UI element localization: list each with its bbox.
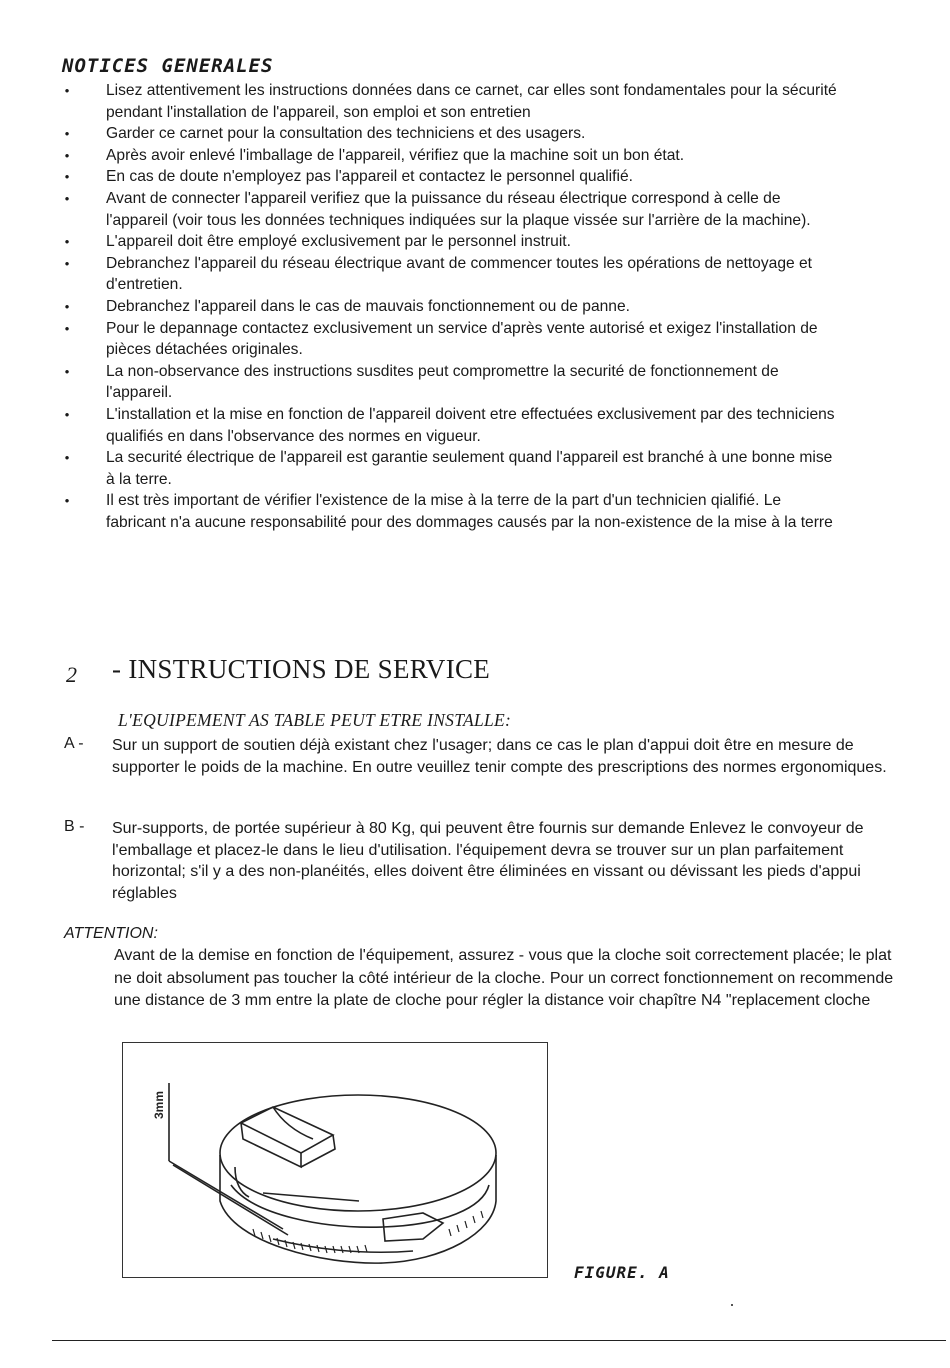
bullet-icon: • (64, 450, 70, 466)
attention-label: ATTENTION: (64, 925, 158, 942)
list-item (62, 166, 842, 188)
list-item (62, 145, 842, 167)
list-item-text: L'appareil doit être employé exclusivement par le personnel instruit. (106, 233, 571, 251)
list-item-text: Après avoir enlevé l'imballage de l'appareil, vérifiez que la machine soit un bon état. (106, 146, 685, 164)
list-item-text: Pour le depannage contactez exclusivement un service d'après vente autorisé et exigez l'installation de pièces détachées originales. (106, 319, 818, 359)
list-item-text: Lisez attentivement les instructions données dans ce carnet, car elles sont fondamentales pour la sécurité pendant l'installation de l'appareil, son emploi et son entretien (106, 82, 837, 121)
figure-caption: FIGURE. A (574, 1263, 670, 1282)
section-subheading: L'EQUIPEMENT AS TABLE PEUT ETRE INSTALLE: (118, 710, 512, 730)
speck (731, 1304, 733, 1306)
list-item-text: Avant de connecter l'appareil verifiez que la puissance du réseau électrique correspond à celle de l'appareil (voir tous les données techniques indiquées sur la plaque vissée sur l'arrière de la machine). (106, 189, 811, 229)
footer-rule (52, 1340, 946, 1341)
section-number: 2 (66, 662, 77, 687)
list-item-text: Garder ce carnet pour la consultation des techniciens et des usagers. (106, 125, 586, 143)
bullet-icon: • (64, 126, 70, 142)
bullet-icon: • (64, 234, 70, 250)
list-item (62, 447, 842, 490)
list-item-text: Debranchez l'appareil dans le cas de mauvais fonctionnement ou de panne. (106, 297, 630, 315)
list-item (62, 361, 842, 404)
bullet-icon: • (64, 255, 70, 271)
list-item (62, 253, 842, 296)
measure-label: 3mm (152, 1090, 166, 1119)
bullet-icon: • (64, 406, 70, 422)
list-item-text: La securité électrique de l'appareil est garantie seulement quand l'appareil est branché à une bonne mise à la terre. (106, 449, 833, 488)
list-item (62, 404, 842, 447)
list-item (62, 296, 842, 318)
list-item (62, 80, 842, 123)
bullet-icon: • (64, 147, 70, 163)
list-item (62, 490, 842, 533)
list-item (62, 123, 842, 145)
bell-diagram (123, 1043, 547, 1277)
item-b-letter: B - (64, 818, 85, 835)
bullet-icon: • (64, 83, 70, 98)
item-a-text: Sur un support de soutien déjà existant chez l'usager; dans ce cas le plan d'appui doit être en mesure de supporter le poids de la machine. En outre veuillez tenir compte des prescriptions des normes ergonomiques. (112, 737, 887, 776)
list-item (62, 188, 842, 231)
bullet-icon: • (64, 493, 70, 509)
bullet-icon: • (64, 363, 70, 379)
list-item-text: En cas de doute n'employez pas l'appareil et contactez le personnel qualifié. (106, 168, 633, 186)
attention-text: Avant de la demise en fonction de l'équipement, assurez - vous que la cloche soit correctement placée; le plat ne doit absolument pas toucher la côté intérieur de la cloche. Pour un correct fonctionnement on recommende une distance de 3 mm entre la plate de cloche pour régler la distance voir chapître N4 "replacement cloche (114, 947, 894, 1009)
bullet-icon: • (64, 298, 70, 314)
item-b-text: Sur-supports, de portée supérieur à 80 Kg, qui peuvent être fournis sur demande Enlevez le convoyeur de l'emballage et placez-le dans le lieu d'utilisation. l'équipement devra se trouver sur un plan parfaitement horizontal; s'il y a des non-planéités, elles doivent être éliminées en vissant ou dévissant les pieds d'appui réglables (112, 820, 864, 902)
section-title: - INSTRUCTIONS DE SERVICE (112, 654, 491, 684)
notices-list (62, 80, 842, 533)
bullet-icon: • (64, 320, 70, 336)
figure-a-illustration (122, 1042, 548, 1278)
list-item (62, 318, 842, 361)
list-item-text: Il est très important de vérifier l'existence de la mise à la terre de la part d'un technicien qialifié. Le fabricant n'a aucune responsabilité pour des dommages causés par la non-existence de la mise à la terre (106, 492, 833, 531)
notices-title: NOTICES GENERALES (62, 55, 274, 77)
item-a-letter: A - (64, 735, 84, 752)
list-item (62, 231, 842, 253)
list-item-text: Debranchez l'appareil du réseau électrique avant de commencer toutes les opérations de nettoyage et d'entretien. (106, 254, 812, 294)
list-item-text: La non-observance des instructions susdites peut compromettre la securité de fonctionnement de l'appareil. (106, 362, 779, 402)
bullet-icon: • (64, 169, 70, 185)
bullet-icon: • (64, 190, 70, 206)
list-item-text: L'installation et la mise en fonction de l'appareil doivent etre effectuées exclusivement par des techniciens qualifiés en dans l'observance des normes en vigueur. (106, 405, 835, 445)
